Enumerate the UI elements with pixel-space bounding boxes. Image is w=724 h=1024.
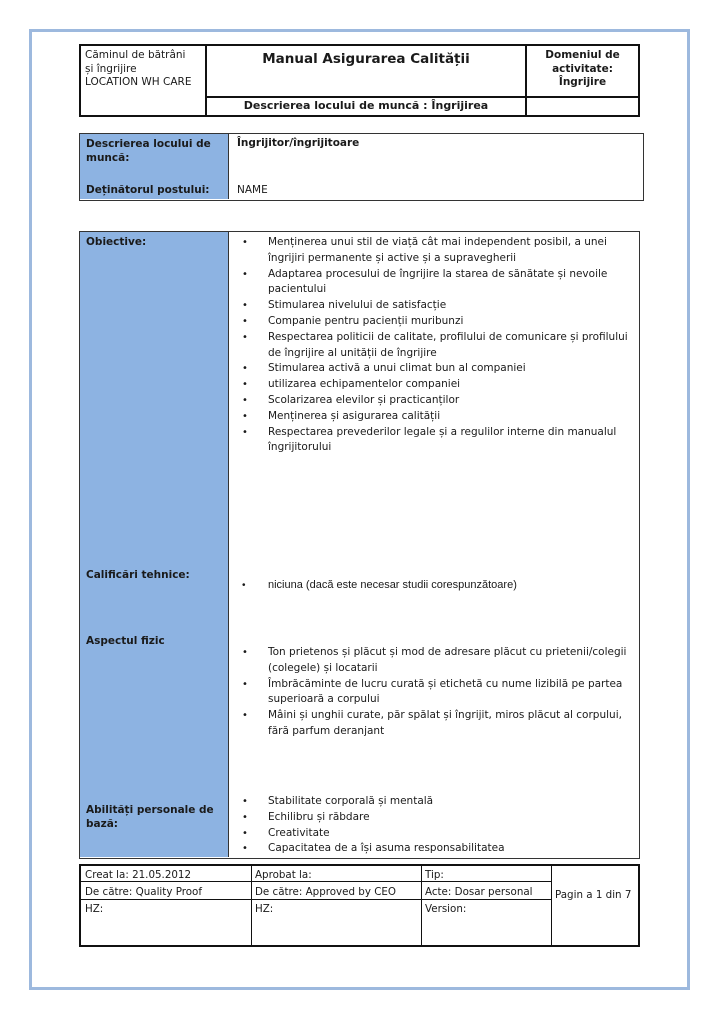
approved-date: Aprobat la: [255, 869, 312, 881]
document-version: Version: [425, 903, 467, 915]
org-name-line2: și îngrijire [85, 62, 137, 75]
skills-label: Abilități personale de bază: [86, 804, 214, 830]
document-footer-table [79, 864, 640, 947]
list-item: • niciuna (dacă este necesar studii corespunzătoare) [230, 578, 630, 594]
list-item: • utilizarea echipamentelor companiei [230, 377, 630, 393]
list-item: • Ton prietenos și plăcut și mod de adresare plăcut cu prietenii/colegii (colegele) și locatarii [230, 645, 630, 677]
qualifications-label: Calificări tehnice: [86, 569, 190, 581]
document-acts: Acte: Dosar personal [425, 886, 533, 898]
page-number: Pagin a 1 din 7 [555, 889, 632, 901]
list-item: • Scolarizarea elevilor și practicanților [230, 393, 630, 409]
list-item: • Echilibru și răbdare [230, 810, 630, 826]
org-name-line1: Căminul de bătrâni [85, 49, 186, 61]
objectives-label: Obiective: [86, 236, 147, 248]
skills-list [230, 794, 630, 857]
position-holder-value: NAME [237, 184, 268, 196]
approved-by: De către: Approved by CEO [255, 886, 396, 898]
objectives-list [230, 235, 630, 456]
empty-cell [527, 98, 638, 115]
list-item: • Menținerea și asigurarea calității [230, 409, 630, 425]
position-holder-label: Deținătorul postului: [86, 184, 210, 196]
job-description-value: Îngrijitor/îngrijitoare [237, 137, 360, 149]
qualifications-list [230, 578, 630, 594]
org-location: LOCATION WH CARE [85, 76, 192, 88]
appearance-label: Aspectul fizic [86, 635, 165, 647]
job-info-table [79, 133, 644, 201]
list-item: • Stimularea activă a unui climat bun al companiei [230, 361, 630, 377]
document-subtitle: Descrierea locului de muncă : Îngrijirea [207, 98, 527, 115]
hz-approved: HZ: [255, 903, 274, 915]
list-item: • Stimularea nivelului de satisfacție [230, 298, 630, 314]
list-item: • Îmbrăcăminte de lucru curată și etichetă cu nume lizibilă pe partea superioară a corpului [230, 677, 630, 709]
created-by: De către: Quality Proof [85, 886, 202, 898]
list-item: • Adaptarea procesului de îngrijire la starea de sănătate și nevoile pacientului [230, 267, 630, 299]
list-item: • Companie pentru pacienții muribunzi [230, 314, 630, 330]
list-item: • Stabilitate corporală și mentală [230, 794, 630, 810]
hz-created: HZ: [85, 903, 104, 915]
organization-cell [81, 46, 207, 115]
domain-line3: Îngrijire [558, 76, 607, 88]
document-type: Tip: [425, 869, 444, 881]
label-column [80, 232, 229, 857]
list-item: • Mâini și unghii curate, păr spălat și îngrijit, miros plăcut al corpului, fără parfum deranjant [230, 708, 630, 740]
appearance-list [230, 645, 630, 740]
list-item: • Creativitate [230, 826, 630, 842]
list-item: • Capacitatea de a își asuma responsabilitatea [230, 841, 630, 857]
job-requirements-table [79, 231, 640, 859]
document-title: Manual Asigurarea Calității [207, 46, 527, 98]
job-description-label: Descrierea locului de muncă: [86, 138, 211, 164]
domain-line1: Domeniul de [545, 49, 620, 61]
activity-domain-cell [527, 46, 638, 98]
list-item: • Respectarea politicii de calitate, profilului de comunicare și profilului de îngrijire al unității de îngrijire [230, 330, 630, 362]
document-header-table [79, 44, 640, 117]
list-item: • Menținerea unui stil de viață cât mai independent posibil, a unei îngrijiri permanente și active și a supravegherii [230, 235, 630, 267]
domain-line2: activitate: [552, 62, 613, 75]
list-item: • Respectarea prevederilor legale și a regulilor interne din manualul îngrijitorului [230, 425, 630, 457]
created-date: Creat la: 21.05.2012 [85, 869, 192, 881]
